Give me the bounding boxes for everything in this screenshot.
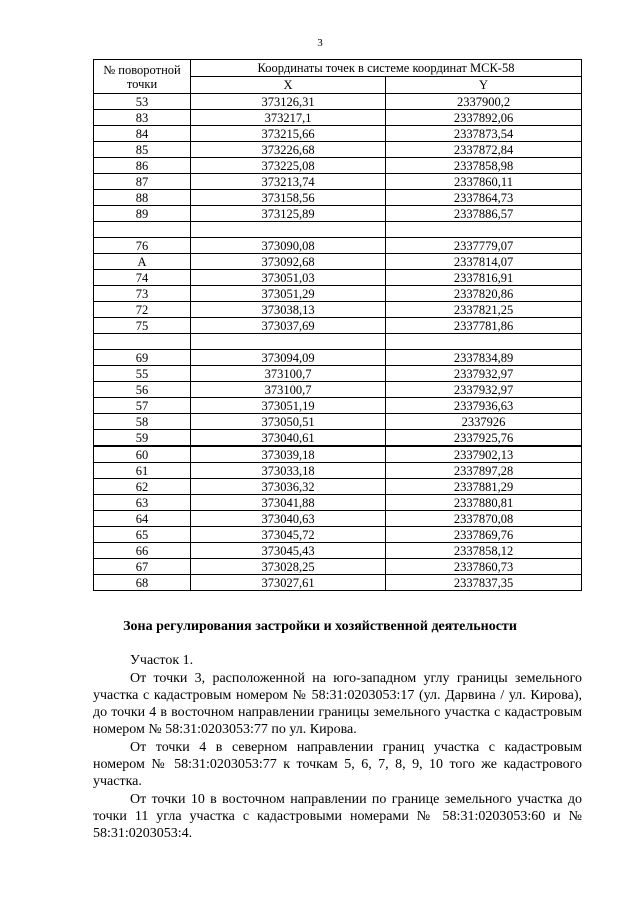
x-coordinate-cell: 373213,74 [191, 174, 386, 190]
table-row [94, 446, 582, 463]
table-gap-row [94, 222, 582, 238]
x-coordinate-cell: 373051,19 [191, 398, 386, 414]
header-x: X [191, 77, 386, 94]
x-coordinate-cell: 373092,68 [191, 254, 386, 270]
y-coordinate-cell: 2337869,76 [386, 527, 582, 543]
point-number-cell: 76 [94, 238, 191, 254]
x-coordinate-cell: 373051,03 [191, 270, 386, 286]
point-number-cell: 85 [94, 142, 191, 158]
table-body [94, 94, 582, 591]
table-row [94, 142, 582, 158]
point-number-cell: 72 [94, 302, 191, 318]
point-number-cell: А [94, 254, 191, 270]
point-number-cell: 59 [94, 430, 191, 447]
y-coordinate-cell: 2337816,91 [386, 270, 582, 286]
point-number-cell: 56 [94, 382, 191, 398]
y-coordinate-cell: 2337897,28 [386, 463, 582, 479]
table-row [94, 126, 582, 142]
y-coordinate-cell: 2337932,97 [386, 366, 582, 382]
paragraph-point-4: От точки 4 в северном направлении границ участка с кадастровым номером № 58:31:0203053:77 к точкам 5, 6, 7, 8, 9, 10 того же кадастрового участка. [93, 740, 582, 789]
header-point-number: № поворотной точки [94, 60, 191, 94]
point-number-cell: 74 [94, 270, 191, 286]
point-number-cell: 62 [94, 479, 191, 495]
x-coordinate-cell: 373027,61 [191, 575, 386, 591]
x-coordinate-cell: 373051,29 [191, 286, 386, 302]
y-coordinate-cell: 2337886,57 [386, 206, 582, 222]
header-coordinates: Координаты точек в системе координат МСК-58 [191, 60, 582, 77]
point-number-cell: 65 [94, 527, 191, 543]
x-coordinate-cell: 373094,09 [191, 350, 386, 366]
x-coordinate-cell: 373038,13 [191, 302, 386, 318]
x-coordinate-cell: 373037,69 [191, 318, 386, 334]
y-coordinate-cell: 2337870,08 [386, 511, 582, 527]
y-coordinate-cell [386, 222, 582, 238]
y-coordinate-cell: 2337821,25 [386, 302, 582, 318]
point-number-cell: 75 [94, 318, 191, 334]
table-row [94, 463, 582, 479]
table-row [94, 254, 582, 270]
y-coordinate-cell: 2337881,29 [386, 479, 582, 495]
x-coordinate-cell: 373125,89 [191, 206, 386, 222]
x-coordinate-cell: 373045,72 [191, 527, 386, 543]
table-row [94, 302, 582, 318]
y-coordinate-cell: 2337779,07 [386, 238, 582, 254]
table-gap-row [94, 334, 582, 350]
point-number-cell: 55 [94, 366, 191, 382]
table-row [94, 527, 582, 543]
point-number-cell: 57 [94, 398, 191, 414]
x-coordinate-cell [191, 334, 386, 350]
point-number-cell: 53 [94, 94, 191, 110]
y-coordinate-cell: 2337834,89 [386, 350, 582, 366]
table-row [94, 382, 582, 398]
body-text [93, 652, 582, 842]
x-coordinate-cell: 373040,61 [191, 430, 386, 447]
x-coordinate-cell: 373045,43 [191, 543, 386, 559]
y-coordinate-cell: 2337781,86 [386, 318, 582, 334]
y-coordinate-cell: 2337864,73 [386, 190, 582, 206]
table-row [94, 190, 582, 206]
y-coordinate-cell: 2337820,86 [386, 286, 582, 302]
table-row [94, 559, 582, 575]
y-coordinate-cell: 2337936,63 [386, 398, 582, 414]
x-coordinate-cell: 373028,25 [191, 559, 386, 575]
y-coordinate-cell: 2337926 [386, 414, 582, 430]
table-row [94, 158, 582, 174]
table-row [94, 238, 582, 254]
header-y: Y [386, 77, 582, 94]
y-coordinate-cell: 2337932,97 [386, 382, 582, 398]
point-number-cell: 87 [94, 174, 191, 190]
table-row [94, 543, 582, 559]
x-coordinate-cell: 373050,51 [191, 414, 386, 430]
point-number-cell: 58 [94, 414, 191, 430]
point-number-cell [94, 334, 191, 350]
section-heading: Зона регулирования застройки и хозяйственной деятельности [123, 619, 517, 634]
table-row [94, 479, 582, 495]
table-row [94, 174, 582, 190]
x-coordinate-cell: 373126,31 [191, 94, 386, 110]
x-coordinate-cell: 373226,68 [191, 142, 386, 158]
table-row [94, 414, 582, 430]
point-number-cell: 84 [94, 126, 191, 142]
point-number-cell: 83 [94, 110, 191, 126]
table-row [94, 318, 582, 334]
point-number-cell [94, 222, 191, 238]
y-coordinate-cell: 2337872,84 [386, 142, 582, 158]
point-number-cell: 64 [94, 511, 191, 527]
x-coordinate-cell: 373033,18 [191, 463, 386, 479]
x-coordinate-cell: 373041,88 [191, 495, 386, 511]
table-header-row [94, 60, 582, 77]
y-coordinate-cell: 2337860,11 [386, 174, 582, 190]
coordinates-table [93, 59, 582, 591]
point-number-cell: 68 [94, 575, 191, 591]
table-row [94, 366, 582, 382]
point-number-cell: 89 [94, 206, 191, 222]
x-coordinate-cell: 373040,63 [191, 511, 386, 527]
paragraph-point-3: От точки 3, расположенной на юго-западном углу границы земельного участка с кадастровым номером № 58:31:0203053:17 (ул. Дарвина / ул. Кирова), до точки 4 в восточном направлении границы земельного участка с кадастровым номером № 58:31:0203053:77 по ул. Кирова. [93, 671, 582, 737]
y-coordinate-cell: 2337837,35 [386, 575, 582, 591]
y-coordinate-cell: 2337892,06 [386, 110, 582, 126]
point-number-cell: 66 [94, 543, 191, 559]
point-number-cell: 61 [94, 463, 191, 479]
table-row [94, 511, 582, 527]
x-coordinate-cell: 373217,1 [191, 110, 386, 126]
paragraph-point-10: От точки 10 в восточном направлении по границе земельного участка до точки 11 угла участка с кадастровыми номерами № 58:31:0203053:60 и № 58:31:0203053:4. [93, 792, 582, 841]
x-coordinate-cell [191, 222, 386, 238]
table-row [94, 270, 582, 286]
y-coordinate-cell: 2337860,73 [386, 559, 582, 575]
y-coordinate-cell [386, 334, 582, 350]
y-coordinate-cell: 2337873,54 [386, 126, 582, 142]
table-row [94, 575, 582, 591]
table-row [94, 286, 582, 302]
x-coordinate-cell: 373100,7 [191, 382, 386, 398]
point-number-cell: 60 [94, 446, 191, 463]
point-number-cell: 67 [94, 559, 191, 575]
table-row [94, 495, 582, 511]
point-number-cell: 73 [94, 286, 191, 302]
point-number-cell: 63 [94, 495, 191, 511]
x-coordinate-cell: 373225,08 [191, 158, 386, 174]
x-coordinate-cell: 373158,56 [191, 190, 386, 206]
table-row [94, 350, 582, 366]
table-row [94, 94, 582, 110]
table-row [94, 398, 582, 414]
y-coordinate-cell: 2337858,12 [386, 543, 582, 559]
y-coordinate-cell: 2337900,2 [386, 94, 582, 110]
table-row [94, 206, 582, 222]
table-row [94, 110, 582, 126]
y-coordinate-cell: 2337925,76 [386, 430, 582, 447]
point-number-cell: 86 [94, 158, 191, 174]
y-coordinate-cell: 2337902,13 [386, 446, 582, 463]
x-coordinate-cell: 373090,08 [191, 238, 386, 254]
x-coordinate-cell: 373215,66 [191, 126, 386, 142]
point-number-cell: 69 [94, 350, 191, 366]
point-number-cell: 88 [94, 190, 191, 206]
y-coordinate-cell: 2337880,81 [386, 495, 582, 511]
y-coordinate-cell: 2337858,98 [386, 158, 582, 174]
page-number: 3 [317, 37, 323, 49]
x-coordinate-cell: 373039,18 [191, 446, 386, 463]
x-coordinate-cell: 373036,32 [191, 479, 386, 495]
x-coordinate-cell: 373100,7 [191, 366, 386, 382]
y-coordinate-cell: 2337814,07 [386, 254, 582, 270]
table-row [94, 430, 582, 447]
paragraph-plot: Участок 1. [130, 653, 194, 668]
